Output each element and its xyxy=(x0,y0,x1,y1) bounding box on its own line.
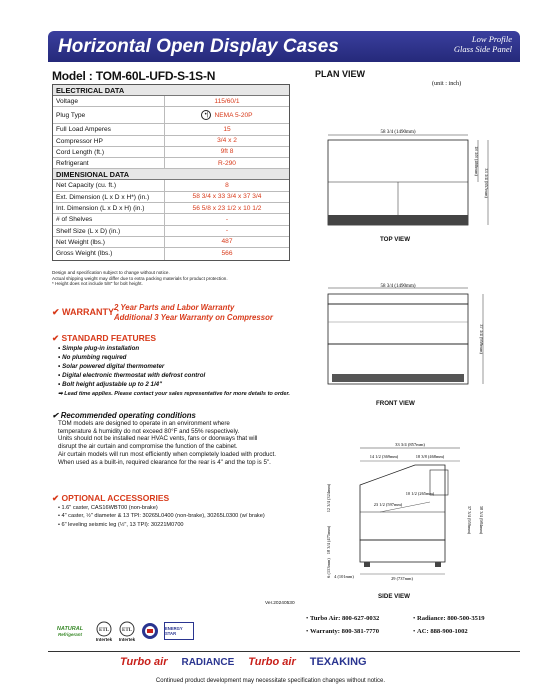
accessories-title-text: OPTIONAL ACCESSORIES xyxy=(61,493,170,503)
note-line: * Height does not include 5/8" for bolt height. xyxy=(52,281,143,287)
list-item: • Simple plug-in installation xyxy=(58,344,205,353)
table-row xyxy=(53,147,289,158)
lead-time-text: Lead time applies. Please contact your sales representative for more details to order. xyxy=(64,391,290,397)
list-item: • Bolt height adjustable up to 2 1/4" xyxy=(58,380,205,389)
list-item: • Solar powered digital thermometer xyxy=(58,362,205,371)
list-item: • 1.6" caster, CAS16WBT00 (non-brake) xyxy=(58,505,158,511)
turbo-air-logo-2: Turbo air xyxy=(248,656,296,668)
certification-logos xyxy=(50,620,194,642)
list-item: • 4" caster, ½" diameter & 13 TPI: 30265L0400 (non-brake), 30265L0300 (w/ brake) xyxy=(58,513,265,520)
spec-key: Compressor HP xyxy=(53,136,165,146)
contact-row xyxy=(306,625,520,638)
divider xyxy=(48,651,520,652)
energy-star-text: ENERGY STAR xyxy=(165,626,183,636)
contact-info xyxy=(306,612,520,638)
side-dim-c: 10 1/2 (265mm) xyxy=(405,491,435,496)
contact-radiance: • Radiance: 800-500-3519 xyxy=(413,615,485,622)
table-row xyxy=(53,158,289,169)
side-dim-e: 12 3/4 (324mm) xyxy=(326,483,331,513)
top-view-label: TOP VIEW xyxy=(380,236,411,243)
recommended-line: Air curtain models will run most efficiently when completely loaded with product. xyxy=(58,450,276,458)
note-line: Actual shipping weight may differ due to extra packing materials for product protection. xyxy=(52,275,228,281)
accessory-text: 6" leveling seismic leg (½", 13 TPI): 30221M0700 xyxy=(61,521,184,528)
spec-key: Voltage xyxy=(53,96,165,106)
spec-key: Refrigerant xyxy=(53,158,165,168)
warranty-text xyxy=(114,303,273,322)
spec-value: R-290 xyxy=(218,159,236,167)
subtitle-line-2: Glass Side Panel xyxy=(453,44,512,54)
version-label: Ver.20240530 xyxy=(265,601,295,606)
etl-icon xyxy=(95,621,113,637)
recommended-conditions xyxy=(52,412,292,467)
turbo-air-phone: Turbo Air: 800-627-0032 xyxy=(309,615,380,622)
list-item: • No plumbing required xyxy=(58,353,205,362)
note-line: Design and specification subject to change without notice. xyxy=(52,270,170,275)
side-dim-i: 6 (153mm) xyxy=(326,558,331,578)
top-width-dim: 58 3/4 (1490mm) xyxy=(380,130,416,135)
table-row xyxy=(53,248,289,259)
spec-value: 566 xyxy=(221,250,233,258)
warranty-line-1: 2 Year Parts and Labor Warranty xyxy=(114,303,235,312)
recommended-line: temperature & humidity do not exceed 80°F and 55% respectively. xyxy=(58,427,240,435)
radiance-logo: RADIANCE xyxy=(181,656,235,668)
warranty-label: ✔ WARRANTY : xyxy=(52,307,120,317)
refrigerant-text: Refrigerant xyxy=(57,631,82,637)
front-view-drawing xyxy=(318,282,498,397)
side-view-label: SIDE VIEW xyxy=(378,593,410,600)
accessory-text: 4" caster, ½" diameter & 13 TPI: 30265L0400 (non-brake), 30265L0300 (w/ brake) xyxy=(61,513,265,520)
recommended-line: TOM models are designed to operate in an environment where xyxy=(58,419,230,427)
spec-key: Full Load Amperes xyxy=(53,124,165,134)
spec-value: 56 5/8 x 23 1/2 x 10 1/2 xyxy=(192,204,262,212)
spec-notes xyxy=(52,270,292,287)
natural-refrigerant-logo xyxy=(50,620,90,642)
intertek-text: Intertek xyxy=(95,636,113,642)
spec-value: - xyxy=(225,227,229,235)
page-title: Horizontal Open Display Cases xyxy=(58,36,339,57)
svg-text:ETL: ETL xyxy=(121,627,133,633)
side-view-drawing xyxy=(320,440,500,590)
spec-key: Int. Dimension (L x D x H) (in.) xyxy=(53,203,165,213)
accessories-title: ✔ OPTIONAL ACCESSORIES xyxy=(52,493,170,503)
etl-sanitation-logo xyxy=(118,621,136,642)
spec-value xyxy=(165,107,289,123)
spec-key: Net Weight (lbs.) xyxy=(53,237,165,247)
side-dim-g: 37 3/4 (959mm) xyxy=(467,505,472,535)
plug-icon: •| xyxy=(201,110,211,120)
accessory-text: 1.6" caster, CAS16WBT00 (non-brake) xyxy=(61,505,158,511)
front-width-dim: 58 3/4 (1490mm) xyxy=(380,284,416,289)
table-row xyxy=(53,107,289,124)
standard-features-title: ✔ STANDARD FEATURES xyxy=(52,333,157,343)
side-dim-f: 18 3/4 (475mm) xyxy=(326,525,331,555)
spec-key: Cord Length (ft.) xyxy=(53,147,165,157)
plan-view-title: PLAN VIEW xyxy=(315,69,366,79)
radiance-phone: Radiance: 800-500-3519 xyxy=(416,615,485,622)
side-depth-dim: 33 3/4 (857mm) xyxy=(395,442,425,447)
spec-key: Net Capacity (cu. ft.) xyxy=(53,180,165,190)
electrical-section-title: ELECTRICAL DATA xyxy=(53,85,289,96)
recommended-body xyxy=(52,420,292,467)
warranty-line-2: Additional 3 Year Warranty on Compressor xyxy=(114,312,273,322)
list-item: • 6" leveling seismic leg (½", 13 TPI): 30221M0700 xyxy=(58,521,184,528)
intertek-text-2: Intertek xyxy=(118,636,136,642)
spec-key: Gross Weight (lbs.) xyxy=(53,248,165,259)
standard-features-title-text: STANDARD FEATURES xyxy=(61,333,157,343)
lead-time-note: ➡ Lead time applies. Please contact your sales representative for more details to order. xyxy=(58,391,290,397)
spec-value: 487 xyxy=(221,238,233,246)
usa-badge-icon xyxy=(141,622,159,640)
header-subtitle xyxy=(454,34,512,54)
spec-value: 8 xyxy=(225,181,229,189)
ac-phone: AC: 888-900-1002 xyxy=(416,628,468,635)
etl-sanitation-icon xyxy=(118,621,136,637)
model-number: Model : TOM-60L-UFD-S-1S-N xyxy=(52,69,290,87)
contact-warranty: • Warranty: 800-381-7770 xyxy=(306,628,380,635)
side-dim-b: 18 3/8 (468mm) xyxy=(415,454,445,459)
spec-value: 58 3/4 x 33 3/4 x 37 3/4 xyxy=(192,193,262,201)
side-dim-a: 14 1/2 (369mm) xyxy=(369,454,399,459)
side-dim-h: 38 3/4 (984mm) xyxy=(479,505,484,535)
spec-key: Plug Type xyxy=(53,107,165,123)
etl-logo xyxy=(95,621,113,642)
spec-value: 115/60/1 xyxy=(214,97,240,105)
spec-key: # of Shelves xyxy=(53,214,165,224)
side-dim-k: 29 (737mm) xyxy=(391,576,413,581)
front-height-dim: 37 3/4 (959mm) xyxy=(479,324,484,354)
front-view-label: FRONT VIEW xyxy=(376,400,415,407)
table-row xyxy=(53,214,289,225)
unit-label: (unit : inch) xyxy=(432,80,462,87)
contact-ac: • AC: 888-900-1002 xyxy=(413,628,468,635)
warranty-phone: Warranty: 800-381-7770 xyxy=(309,628,380,635)
spec-table xyxy=(52,84,290,261)
contact-turbo-air: • Turbo Air: 800-627-0032 xyxy=(306,615,380,622)
table-row xyxy=(53,124,289,135)
recommended-line: disrupt the air curtain and compromise the function of the cabinet. xyxy=(58,443,238,451)
usa-logo xyxy=(141,622,159,640)
table-row xyxy=(53,96,289,107)
spec-key: Ext. Dimension (L x D x H*) (in.) xyxy=(53,192,165,202)
warranty-label-text: WARRANTY : xyxy=(62,307,120,317)
top-depth-dim-1: 18 3/8 (468mm) xyxy=(474,146,479,176)
spec-value: 15 xyxy=(223,125,231,133)
footer-note: Continued product development may necessitate specification changes without notice. xyxy=(155,678,386,684)
top-depth-dim-2: 33 3/4 (857mm) xyxy=(484,168,489,198)
top-view-drawing xyxy=(318,125,498,235)
recommended-line: When used as a built-in, required clearance for the rear is 4" and the top is 5". xyxy=(58,458,271,466)
header-bar xyxy=(48,31,520,62)
spec-value: 9ft 8 xyxy=(220,148,234,156)
dimensional-section-title: DIMENSIONAL DATA xyxy=(53,169,289,180)
side-dim-d: 23 1/2 (597mm) xyxy=(373,502,403,507)
energy-star-logo xyxy=(164,622,194,640)
texaking-logo: TEXAKING xyxy=(309,656,367,668)
table-row xyxy=(53,192,289,203)
recommended-title-text: Recommended operating conditions xyxy=(60,411,196,420)
table-row xyxy=(53,203,289,214)
svg-text:ETL: ETL xyxy=(98,627,110,633)
contact-row xyxy=(306,612,520,625)
natural-text: NATURAL xyxy=(56,625,84,632)
spec-value: 3/4 x 2 xyxy=(217,137,237,145)
spec-value: - xyxy=(225,215,229,223)
recommended-title: ✔ Recommended operating conditions xyxy=(52,411,196,420)
table-row xyxy=(53,226,289,237)
table-row xyxy=(53,136,289,147)
plug-type-value: NEMA 5-20P xyxy=(214,111,253,119)
accessories-list xyxy=(58,504,265,529)
table-row xyxy=(53,237,289,248)
turbo-air-logo: Turbo air xyxy=(120,656,168,668)
recommended-line: Units should not be installed near HVAC vents, fans or doorways that will xyxy=(58,435,258,443)
brand-logos xyxy=(120,656,367,668)
standard-features-list xyxy=(58,344,205,389)
side-dim-j: 4 (101mm) xyxy=(334,574,354,579)
list-item: • Digital electronic thermostat with defrost control xyxy=(58,371,205,380)
subtitle-line-1: Low Profile xyxy=(471,34,512,44)
spec-key: Shelf Size (L x D) (in.) xyxy=(53,226,165,236)
table-row xyxy=(53,180,289,191)
